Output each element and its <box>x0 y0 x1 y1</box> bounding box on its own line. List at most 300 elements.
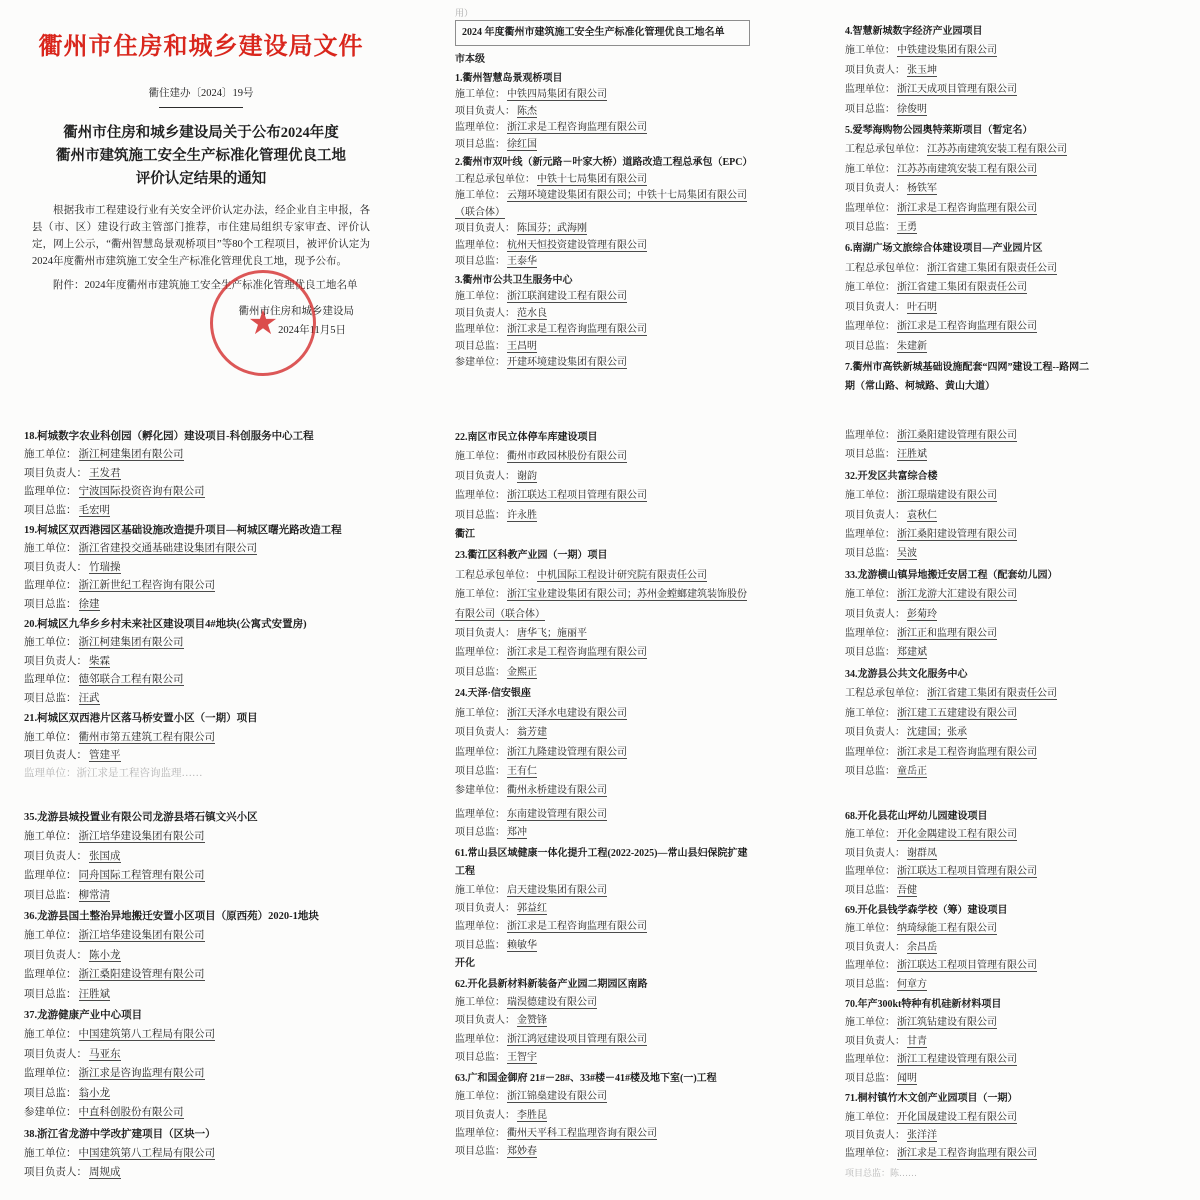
field-value: 浙江求是工程咨询监理有限公司 <box>897 321 1037 333</box>
field-line <box>845 41 1090 60</box>
field-label: 参建单位： <box>455 357 505 368</box>
field-line <box>845 61 1090 80</box>
field-value: 徐俊明 <box>897 103 927 115</box>
field-label: 项目总监： <box>845 1072 895 1084</box>
field-label: 项目负责人： <box>845 727 905 739</box>
field-label: 监理单位： <box>845 321 895 333</box>
field-label: 监理单位： <box>24 1068 77 1080</box>
field-line <box>845 585 1090 604</box>
field-line <box>455 624 750 643</box>
field-value: 谢韵 <box>517 470 537 482</box>
field-label: 项目负责人： <box>24 655 87 667</box>
field-line <box>455 289 750 306</box>
field-label: 项目负责人： <box>24 561 87 573</box>
field-value: 许永胜 <box>507 509 537 521</box>
field-label: 项目总监： <box>24 988 77 1000</box>
project-title: 68.开化县花山坪幼儿园建设项目 <box>845 811 988 822</box>
field-label: 监理单位： <box>845 628 895 640</box>
field-value: 浙江省建工集团有限责任公司 <box>927 688 1057 700</box>
field-value: 浙江天成项目管理有限公司 <box>897 84 1017 96</box>
field-value: 中机国际工程设计研究院有限责任公司 <box>537 569 707 581</box>
field-line <box>24 886 380 905</box>
field-value: 余昌岳 <box>907 941 937 953</box>
field-label: 施工单位： <box>24 1029 77 1041</box>
field-line <box>455 339 750 356</box>
field-line <box>455 882 750 900</box>
field-value: 柳常清 <box>78 889 110 901</box>
field-line <box>24 866 380 885</box>
field-label: 施工单位： <box>845 707 895 719</box>
field-value: 浙江工程建设管理有限公司 <box>897 1054 1017 1066</box>
field-value: 郑冲 <box>507 827 527 839</box>
section-heading: 衢江 <box>455 529 475 541</box>
field-label: 项目负责人： <box>455 628 515 640</box>
field-value: 浙江求是工程咨询监理有限公司 <box>897 202 1037 214</box>
project-title: 69.开化县钱学森学校（筹）建设项目 <box>845 905 1008 917</box>
field-line <box>24 1144 380 1163</box>
field-value: 李胜昆 <box>517 1109 547 1121</box>
field-line <box>455 120 750 137</box>
field-label: 监理单位： <box>24 486 77 498</box>
page-2 <box>400 0 800 400</box>
field-line <box>24 965 380 984</box>
field-label: 项目负责人： <box>845 1129 905 1141</box>
field-line <box>845 762 1090 781</box>
project-list <box>24 808 380 1183</box>
field-label: 施工单位： <box>455 884 505 896</box>
field-line <box>845 624 1090 643</box>
field-label: 监理单位： <box>455 122 505 133</box>
field-value: 郑建斌 <box>897 647 927 659</box>
field-label: 项目总监： <box>845 765 895 777</box>
project-title: 5.爱琴海购物公园奥特莱斯项目（暂定名） <box>845 125 1033 137</box>
project-title: 23.衢江区科教产业园（一期）项目 <box>455 550 608 562</box>
field-line <box>845 317 1090 336</box>
field-value: 张玉坤 <box>907 64 937 76</box>
field-line <box>455 900 750 918</box>
field-line <box>24 1025 380 1044</box>
field-label: 施工单位： <box>845 45 895 57</box>
field-line <box>845 957 1090 975</box>
field-value: 徐红国 <box>507 138 537 150</box>
field-value: 浙江璟瑞建设有限公司 <box>897 490 997 502</box>
field-label: 项目负责人： <box>455 727 515 739</box>
field-label: 施工单位： <box>455 190 505 201</box>
field-value: 浙江柯建集团有限公司 <box>78 449 184 461</box>
project-title: 22.南区市民立体停车库建设项目 <box>455 432 598 443</box>
page-fragment: 项目总监：陈…… <box>845 1167 918 1178</box>
field-label: 项目负责人： <box>845 847 905 859</box>
field-label: 项目负责人： <box>455 307 515 319</box>
field-label: 项目负责人： <box>24 1048 87 1060</box>
field-line <box>455 172 750 189</box>
field-label: 项目负责人： <box>845 1035 905 1047</box>
field-label: 项目负责人： <box>455 105 515 117</box>
field-line <box>455 1031 750 1049</box>
notice-title-line: 衢州市住房和城乡建设局关于公布2024年度 <box>63 125 339 141</box>
field-line <box>845 723 1090 742</box>
field-line <box>845 1070 1090 1088</box>
field-line <box>455 1125 750 1143</box>
field-line <box>845 544 1090 563</box>
field-line <box>455 723 750 742</box>
field-line <box>455 506 750 525</box>
field-value: 童岳正 <box>897 765 927 777</box>
field-line <box>845 486 1090 505</box>
field-label: 监理单位： <box>24 580 77 592</box>
field-label: 项目总监： <box>845 340 895 352</box>
field-label: 施工单位： <box>845 589 895 601</box>
field-label: 项目负责人： <box>845 301 905 313</box>
field-label: 施工单位： <box>455 1091 505 1103</box>
field-line <box>24 671 380 689</box>
field-value: 浙江求是工程咨询监理有限公司 <box>897 1148 1037 1160</box>
notice-title-line: 评价认定结果的通知 <box>135 171 267 187</box>
field-value: 张洋洋 <box>907 1129 937 1141</box>
field-line <box>845 684 1090 703</box>
field-line <box>455 743 750 762</box>
project-list <box>845 22 1090 397</box>
field-line <box>24 483 380 501</box>
field-value: 中铁建设集团有限公司 <box>897 45 997 57</box>
field-line <box>455 188 750 221</box>
field-label: 工程总承包单位： <box>845 262 925 274</box>
field-line <box>24 847 380 866</box>
field-line <box>24 690 380 708</box>
project-title: 7.衢州市高铁新城基础设施配套“四网”建设工程--路网二期（常山路、柯城路、黄山大道） <box>845 361 1090 393</box>
project-title: 4.智慧新城数字经济产业园项目 <box>845 26 983 37</box>
field-value: 开建环境建设集团有限公司 <box>507 357 627 368</box>
project-title: 1.衢州智慧岛景观桥项目 <box>455 72 563 84</box>
field-value: 沈建国；张承 <box>907 727 967 739</box>
field-value: 浙江求是工程咨询监理有限公司 <box>897 746 1037 758</box>
field-label: 项目负责人： <box>24 1167 87 1179</box>
field-value: 江苏苏南建筑安装工程有限公司 <box>897 163 1037 175</box>
field-line <box>24 729 380 747</box>
field-label: 监理单位： <box>24 969 77 981</box>
field-value: 浙江正和监理有限公司 <box>897 628 997 640</box>
field-label: 施工单位： <box>845 490 895 502</box>
field-line <box>24 540 380 558</box>
field-line <box>24 827 380 846</box>
field-value: 竹瑞操 <box>89 561 121 573</box>
field-value: 浙江求是工程咨询监理有限公司 <box>507 122 647 133</box>
field-line <box>455 104 750 121</box>
field-value: 衢州永桥建设有限公司 <box>507 785 607 797</box>
field-label: 监理单位： <box>845 529 895 541</box>
field-value: 杭州天恒投资建设管理有限公司 <box>507 239 647 251</box>
field-line <box>845 506 1090 525</box>
field-value: 浙江联润建设工程有限公司 <box>507 291 627 302</box>
field-value: 中直科创股份有限公司 <box>78 1107 184 1119</box>
field-label: 施工单位： <box>845 829 895 841</box>
project-list <box>455 806 750 1162</box>
field-line <box>845 80 1090 99</box>
doc-number: 衢住建办〔2024〕19号 <box>148 88 254 99</box>
field-label: 项目总监： <box>845 884 895 896</box>
field-label: 监理单位： <box>845 960 895 972</box>
field-label: 项目总监： <box>24 692 77 704</box>
field-line <box>845 743 1090 762</box>
field-label: 监理单位： <box>455 324 505 335</box>
field-value: 浙江培华建设集团有限公司 <box>78 831 205 843</box>
field-label: 施工单位： <box>845 1017 895 1029</box>
field-line <box>845 160 1090 179</box>
field-value: 衢州天平科工程监理咨询有限公司 <box>507 1127 657 1139</box>
field-label: 工程总承包单位： <box>455 173 535 185</box>
field-label: 项目总监： <box>24 1087 77 1099</box>
issue-date: 2024年11月5日 <box>278 325 346 336</box>
project-title: 37.龙游健康产业中心项目 <box>24 1010 143 1022</box>
field-value: 王泰华 <box>507 256 537 267</box>
field-line <box>455 447 750 466</box>
page-fragment: 监理单位：浙江求是工程咨询监理…… <box>24 768 203 780</box>
doc-number-rule <box>159 107 243 108</box>
field-line <box>24 946 380 965</box>
field-line <box>845 605 1090 624</box>
field-value: 纳琦绿能工程有限公司 <box>897 923 997 935</box>
field-label: 施工单位： <box>455 997 505 1009</box>
project-title: 34.龙游县公共文化服务中心 <box>845 668 968 680</box>
field-label: 监理单位： <box>24 870 77 882</box>
field-value: 浙江锦燊建设有限公司 <box>507 1091 607 1103</box>
field-value: 浙江新世纪工程咨询有限公司 <box>78 580 215 592</box>
page-5 <box>400 400 800 797</box>
field-value: 开化国晟建设工程有限公司 <box>897 1111 1017 1123</box>
field-line <box>845 1145 1090 1163</box>
field-label: 项目总监： <box>455 1146 505 1158</box>
field-label: 项目负责人： <box>24 949 87 961</box>
field-value: 浙江九隆建设管理有限公司 <box>507 746 627 758</box>
field-label: 参建单位： <box>455 785 505 797</box>
field-line <box>24 559 380 577</box>
field-line <box>455 137 750 154</box>
field-label: 监理单位： <box>845 1054 895 1066</box>
page-6 <box>800 400 1200 790</box>
field-line <box>845 976 1090 994</box>
field-label: 项目负责人： <box>24 467 87 479</box>
project-title: 3.衢州市公共卫生服务中心 <box>455 274 573 286</box>
field-value: 浙江筑钻建设有限公司 <box>897 1017 997 1029</box>
project-title: 38.浙江省龙游中学改扩建项目（区块一） <box>24 1128 216 1140</box>
field-line <box>845 337 1090 356</box>
field-label: 工程总承包单位： <box>845 144 925 156</box>
field-label: 项目总监： <box>845 548 895 560</box>
field-line <box>24 747 380 765</box>
field-label: 施工单位： <box>845 1111 895 1123</box>
field-label: 监理单位： <box>455 239 505 251</box>
field-label: 施工单位： <box>24 1147 77 1159</box>
field-label: 施工单位： <box>455 707 505 719</box>
field-line <box>455 566 750 585</box>
field-value: 叶石明 <box>907 301 937 313</box>
field-line <box>455 937 750 955</box>
field-line <box>845 525 1090 544</box>
project-title: 19.柯城区双西港园区基础设施改造提升项目—柯城区曙光路改造工程 <box>24 525 342 537</box>
project-title: 63.广和国金御府 21#－28#、33#楼－41#楼及地下室(一)工程 <box>455 1072 717 1084</box>
field-line <box>455 238 750 255</box>
project-title: 35.龙游县城投置业有限公司龙游县塔石镇文兴小区 <box>24 812 258 823</box>
project-list <box>24 428 380 784</box>
field-label: 监理单位： <box>455 809 505 820</box>
field-value: 浙江联达工程项目管理有限公司 <box>897 960 1037 972</box>
field-line <box>455 585 750 624</box>
field-value: 浙江求是工程咨询监理有限公司 <box>507 324 647 335</box>
field-value: 浙江鸿冠建设项目管理有限公司 <box>507 1033 647 1045</box>
field-line <box>455 306 750 323</box>
field-label: 施工单位： <box>24 731 77 743</box>
field-value: 赖敏华 <box>507 939 537 951</box>
field-line <box>455 221 750 238</box>
field-value: 甘青 <box>907 1035 927 1047</box>
field-line <box>455 643 750 662</box>
field-label: 施工单位： <box>24 543 77 555</box>
field-label: 施工单位： <box>455 451 505 463</box>
field-line <box>455 486 750 505</box>
field-value: 彭菊玲 <box>907 608 937 620</box>
field-label: 项目负责人： <box>845 64 905 76</box>
field-line <box>455 824 750 842</box>
field-value: 王有仁 <box>507 765 537 777</box>
project-title: 70.年产300kt特种有机硅新材料项目 <box>845 999 1002 1011</box>
field-label: 监理单位： <box>845 1148 895 1160</box>
field-value: 同舟国际工程管理有限公司 <box>78 870 205 882</box>
field-label: 项目负责人： <box>455 470 515 482</box>
field-value: 张国成 <box>89 850 121 862</box>
field-line <box>24 1103 380 1122</box>
field-line <box>455 994 750 1012</box>
field-value: 浙江省建投交通基础建设集团有限公司 <box>78 543 257 555</box>
field-label: 监理单位： <box>845 746 895 758</box>
field-value: 陈杰 <box>517 105 537 117</box>
field-value: 周规成 <box>89 1167 121 1179</box>
field-value: 中铁四局集团有限公司 <box>507 89 607 100</box>
field-line <box>845 1051 1090 1069</box>
project-title: 2.衢州市双叶线（新元路－叶家大桥）道路改造工程总承包（EPC） <box>455 157 753 168</box>
field-value: 翁芳建 <box>517 727 547 739</box>
signature-block <box>32 302 370 340</box>
field-value: 袁秋仁 <box>907 509 937 521</box>
field-value: 衢州市第五建筑工程有限公司 <box>78 731 215 743</box>
field-value: 浙江省建工集团有限责任公司 <box>897 282 1027 294</box>
field-value: 浙江龙游大汇建设有限公司 <box>897 589 1017 601</box>
field-line <box>455 762 750 781</box>
project-list <box>845 426 1090 781</box>
field-line <box>845 1109 1090 1127</box>
project-title: 20.柯城区九华乡乡村未来社区建设项目4#地块(公寓式安置房) <box>24 619 307 631</box>
field-label: 项目总监： <box>455 939 505 951</box>
field-label: 项目负责人： <box>845 941 905 953</box>
project-title: 62.开化县新材料新装备产业园二期园区南路 <box>455 978 648 990</box>
field-line <box>845 1014 1090 1032</box>
attachment-line: 附件：2024年度衢州市建筑施工安全生产标准化管理优良工地名单 <box>53 280 358 291</box>
field-value: 浙江求是工程咨询监理有限公司 <box>507 921 647 933</box>
field-value: 开化金隅建设工程有限公司 <box>897 829 1017 841</box>
field-line <box>455 1088 750 1106</box>
field-line <box>455 87 750 104</box>
field-value: 中国建筑第八工程局有限公司 <box>78 1029 215 1041</box>
field-value: 王发君 <box>89 467 121 479</box>
field-line <box>24 446 380 464</box>
field-value: 谢群凤 <box>907 847 937 859</box>
page-7 <box>0 790 400 1200</box>
section-heading: 市本级 <box>455 54 485 65</box>
field-label: 监理单位： <box>455 1127 505 1139</box>
project-list <box>455 52 753 372</box>
field-label: 施工单位： <box>455 589 505 601</box>
page-8 <box>400 790 800 1200</box>
field-line <box>845 259 1090 278</box>
field-label: 项目负责人： <box>845 608 905 620</box>
field-label: 施工单位： <box>845 923 895 935</box>
field-value: 江苏苏南建筑安装工程有限公司 <box>927 144 1067 156</box>
field-value: 唐华飞；施丽平 <box>517 628 587 640</box>
field-label: 监理单位： <box>455 490 505 502</box>
field-value: 郑妙春 <box>507 1146 537 1158</box>
field-value: 吾健 <box>897 884 917 896</box>
project-list <box>845 808 1090 1182</box>
field-line <box>845 278 1090 297</box>
field-label: 施工单位： <box>24 831 77 843</box>
field-line <box>845 218 1090 237</box>
field-label: 项目总监： <box>455 509 505 521</box>
field-value: 王昌明 <box>507 340 537 352</box>
field-label: 监理单位： <box>845 202 895 214</box>
field-value: 中铁十七局集团有限公司 <box>537 173 647 185</box>
field-label: 施工单位： <box>845 163 895 175</box>
field-line <box>24 1045 380 1064</box>
field-label: 项目总监： <box>455 765 505 777</box>
field-value: 汪胜斌 <box>897 449 927 461</box>
field-label: 项目总监： <box>24 504 77 516</box>
field-label: 项目负责人： <box>455 223 515 234</box>
field-line <box>845 199 1090 218</box>
field-value: 启天建设集团有限公司 <box>507 884 607 896</box>
field-line <box>455 806 750 824</box>
field-value: 浙江求是工程咨询监理有限公司 <box>507 647 647 659</box>
field-line <box>24 1084 380 1103</box>
field-label: 监理单位： <box>455 921 505 933</box>
field-label: 监理单位： <box>845 866 895 878</box>
field-line <box>24 596 380 614</box>
field-line <box>845 179 1090 198</box>
field-label: 施工单位： <box>24 930 77 942</box>
field-value: 衢州市政园林股份有限公司 <box>507 451 627 463</box>
field-label: 项目总监： <box>845 222 895 234</box>
project-title: 18.柯城数字农业科创园（孵化园）建设项目-科创服务中心工程 <box>24 431 314 442</box>
field-label: 项目负责人： <box>455 1015 515 1027</box>
field-line <box>845 826 1090 844</box>
field-label: 项目总监： <box>455 827 505 839</box>
field-label: 项目负责人： <box>455 903 515 915</box>
field-label: 施工单位： <box>455 291 505 302</box>
notice-title-line: 衢州市建筑施工安全生产标准化管理优良工地 <box>56 148 346 164</box>
field-line <box>455 663 750 682</box>
field-value: 王智宇 <box>507 1052 537 1064</box>
field-label: 施工单位： <box>845 282 895 294</box>
field-value: 浙江求是咨询监理有限公司 <box>78 1068 205 1080</box>
field-value: 徐建 <box>78 598 100 610</box>
project-title: 24.天泽·信安银座 <box>455 688 531 700</box>
field-value: 云翔环境建设集团有限公司；中铁十七局集团有限公司（联合体） <box>455 190 747 218</box>
field-label: 监理单位： <box>845 430 895 441</box>
project-title: 61.常山县区域健康一体化提升工程(2022-2025)—常山县妇保院扩建工程 <box>455 847 748 878</box>
field-line <box>24 653 380 671</box>
field-value: 马亚东 <box>89 1048 121 1060</box>
field-label: 项目总监： <box>455 340 505 352</box>
field-label: 项目负责人： <box>24 749 87 761</box>
field-line <box>455 467 750 486</box>
